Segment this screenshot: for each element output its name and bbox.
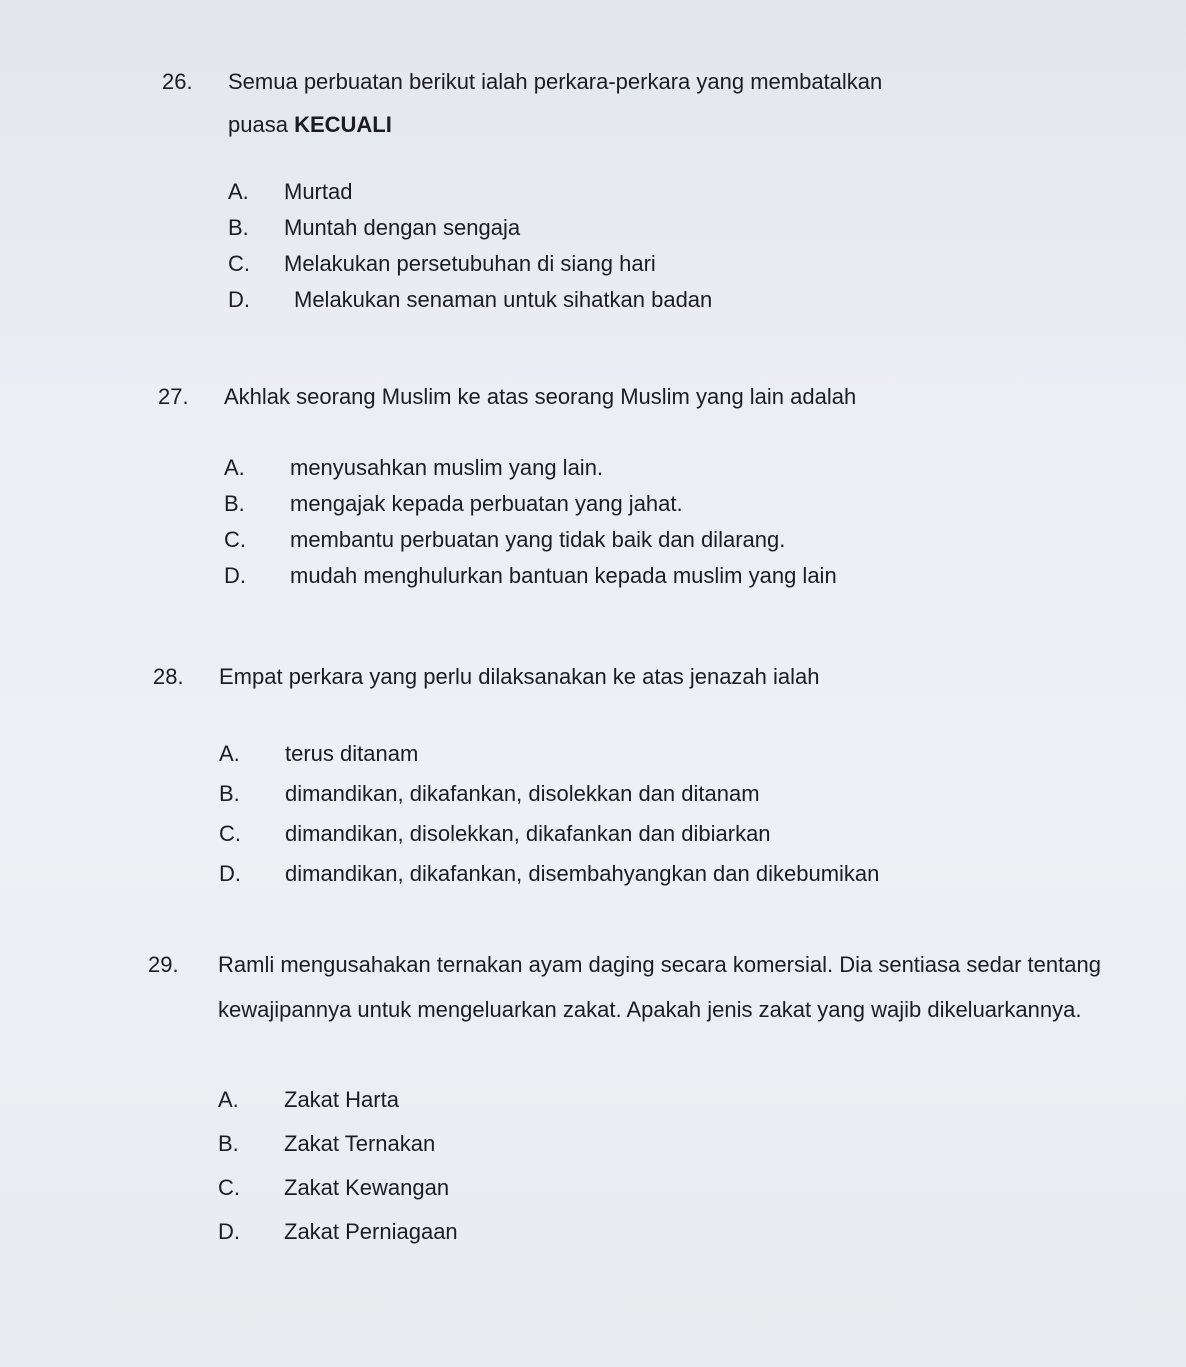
option-text: Melakukan senaman untuk sihatkan badan xyxy=(294,287,713,312)
option-d[interactable] xyxy=(219,854,1013,894)
option-text: dimandikan, dikafankan, disembahyangkan dan dikebumikan xyxy=(285,861,880,886)
option-b[interactable] xyxy=(224,486,978,522)
option-a[interactable] xyxy=(218,1078,1108,1122)
option-c[interactable] xyxy=(224,522,978,558)
option-text: Murtad xyxy=(284,179,353,204)
option-b[interactable] xyxy=(228,210,922,246)
option-letter: C. xyxy=(218,1175,240,1200)
options-list xyxy=(228,174,922,318)
option-letter: B. xyxy=(218,1131,239,1156)
question-text xyxy=(228,60,922,146)
question-27 xyxy=(158,375,978,594)
option-text: Zakat Harta xyxy=(284,1087,399,1112)
question-number: 28. xyxy=(153,664,184,689)
option-letter: C. xyxy=(228,251,250,276)
option-text: dimandikan, disolekkan, dikafankan dan dibiarkan xyxy=(285,821,771,846)
options-list xyxy=(218,1078,1108,1254)
option-a[interactable] xyxy=(228,174,922,210)
option-b[interactable] xyxy=(218,1122,1108,1166)
option-letter: A. xyxy=(228,179,249,204)
option-letter: A. xyxy=(219,741,240,766)
question-text: Akhlak seorang Muslim ke atas seorang Muslim yang lain adalah xyxy=(224,384,857,409)
question-28 xyxy=(153,655,1013,894)
option-letter: D. xyxy=(228,287,250,312)
option-letter: B. xyxy=(228,215,249,240)
option-letter: C. xyxy=(224,527,246,552)
question-text-emphasis: KECUALI xyxy=(294,112,392,137)
option-a[interactable] xyxy=(219,734,1013,774)
question-stem xyxy=(158,375,978,418)
option-text: Melakukan persetubuhan di siang hari xyxy=(284,251,656,276)
option-letter: B. xyxy=(219,781,240,806)
options-list xyxy=(224,450,978,594)
option-d[interactable] xyxy=(228,282,922,318)
option-text: Zakat Ternakan xyxy=(284,1131,436,1156)
option-c[interactable] xyxy=(228,246,922,282)
question-26 xyxy=(162,60,922,318)
option-text: Muntah dengan sengaja xyxy=(284,215,521,240)
option-a[interactable] xyxy=(224,450,978,486)
option-c[interactable] xyxy=(218,1166,1108,1210)
question-29 xyxy=(148,942,1108,1254)
options-list xyxy=(219,734,1013,894)
option-b[interactable] xyxy=(219,774,1013,814)
question-text: Ramli mengusahakan ternakan ayam daging secara komersial. Dia sentiasa sedar tentang kewajipannya untuk mengeluarkan zakat. Apakah jenis zakat yang wajib dikeluarkannya. xyxy=(218,952,1101,1022)
question-stem xyxy=(148,942,1108,1032)
option-letter: A. xyxy=(218,1087,239,1112)
question-stem xyxy=(153,655,1013,698)
option-letter: D. xyxy=(218,1219,240,1244)
option-text: Zakat Perniagaan xyxy=(284,1219,458,1244)
question-text-main: Semua perbuatan berikut ialah perkara-perkara yang membatalkan puasa xyxy=(228,69,883,137)
question-text: Empat perkara yang perlu dilaksanakan ke atas jenazah ialah xyxy=(219,664,820,689)
question-number: 27. xyxy=(158,384,189,409)
option-d[interactable] xyxy=(218,1210,1108,1254)
option-text: mengajak kepada perbuatan yang jahat. xyxy=(290,491,683,516)
option-d[interactable] xyxy=(224,558,978,594)
option-letter: D. xyxy=(224,563,246,588)
option-text: membantu perbuatan yang tidak baik dan dilarang. xyxy=(290,527,786,552)
option-letter: C. xyxy=(219,821,241,846)
option-letter: A. xyxy=(224,455,245,480)
option-text: Zakat Kewangan xyxy=(284,1175,450,1200)
question-number: 26. xyxy=(162,69,193,94)
option-text: dimandikan, dikafankan, disolekkan dan ditanam xyxy=(285,781,760,806)
question-number: 29. xyxy=(148,952,179,977)
option-c[interactable] xyxy=(219,814,1013,854)
option-letter: B. xyxy=(224,491,245,516)
option-text: mudah menghulurkan bantuan kepada muslim yang lain xyxy=(290,563,837,588)
option-letter: D. xyxy=(219,861,241,886)
question-stem xyxy=(162,60,922,146)
option-text: menyusahkan muslim yang lain. xyxy=(290,455,604,480)
option-text: terus ditanam xyxy=(285,741,419,766)
